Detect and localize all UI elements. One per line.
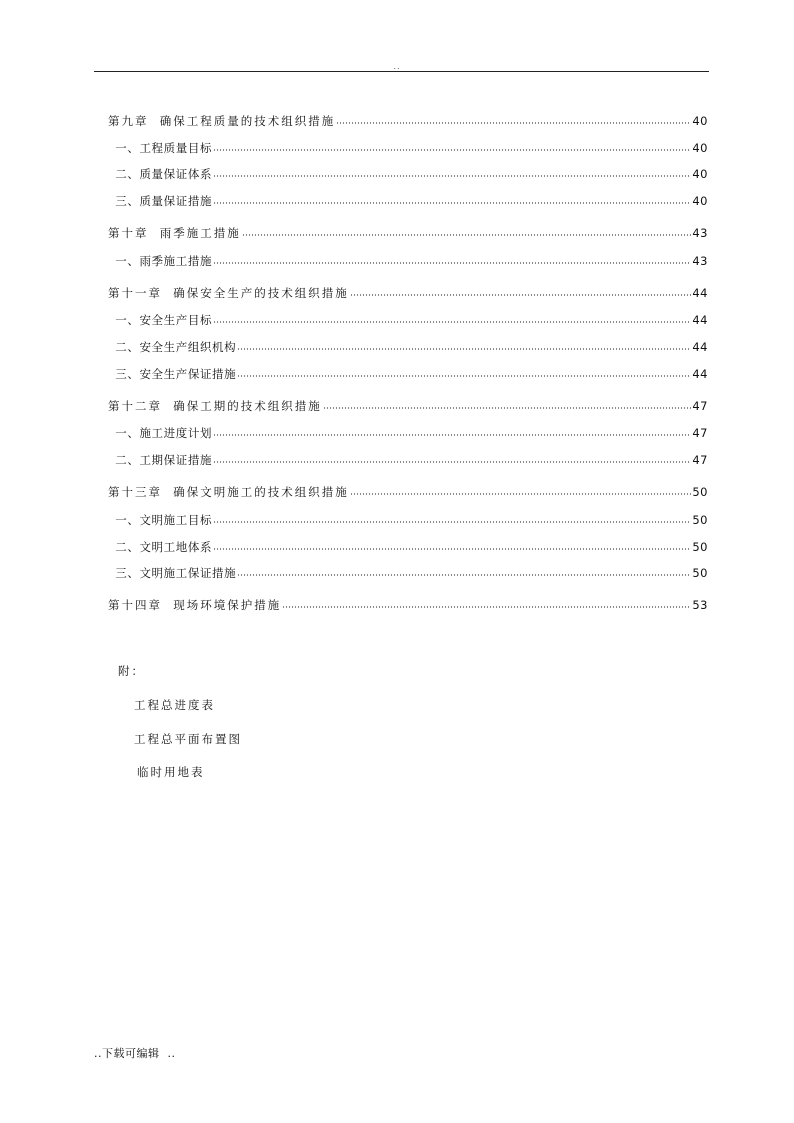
toc-dot-leader xyxy=(213,547,691,551)
toc-entry-page: 43 xyxy=(692,254,708,268)
toc-entry-page: 40 xyxy=(692,194,708,208)
toc-entry-section[interactable] xyxy=(111,507,708,527)
appendix-item: 工程总进度表 xyxy=(134,698,215,712)
toc-entry-title: 二、工期保证措施 xyxy=(111,453,213,467)
toc-dot-leader xyxy=(350,293,692,297)
toc-entry-chapter-10[interactable] xyxy=(108,220,708,240)
toc-dot-leader xyxy=(282,605,691,609)
footer-text: ..下载可编辑 .. xyxy=(94,1047,176,1060)
toc-dot-leader xyxy=(323,406,692,410)
toc-entry-page: 43 xyxy=(692,226,708,240)
toc-dot-leader xyxy=(350,492,692,496)
toc-entry-page: 44 xyxy=(692,313,708,327)
toc-entry-page: 50 xyxy=(692,540,708,554)
toc-dot-leader xyxy=(237,374,691,378)
toc-dot-leader xyxy=(213,148,691,152)
toc-entry-section[interactable] xyxy=(111,534,708,554)
appendix-item: 工程总平面布置图 xyxy=(134,732,242,746)
toc-entry-title: 一、施工进度计划 xyxy=(111,426,213,440)
toc-dot-leader xyxy=(213,201,691,205)
toc-entry-page: 44 xyxy=(692,286,708,300)
toc-entry-page: 40 xyxy=(692,167,708,181)
toc-entry-title: 第十四章 现场环境保护措施 xyxy=(108,598,282,612)
appendix-label: 附： xyxy=(118,664,145,678)
toc-dot-leader xyxy=(213,460,691,464)
toc-entry-title: 三、安全生产保证措施 xyxy=(111,367,237,381)
toc-entry-title: 一、安全生产目标 xyxy=(111,313,213,327)
toc-entry-title: 第十三章 确保文明施工的技术组织措施 xyxy=(108,485,349,499)
toc-dot-leader xyxy=(336,121,691,125)
toc-entry-section[interactable] xyxy=(111,361,708,381)
toc-entry-title: 三、质量保证措施 xyxy=(111,194,213,208)
toc-entry-chapter-14[interactable] xyxy=(108,592,708,612)
toc-entry-page: 53 xyxy=(692,598,708,612)
header-rule xyxy=(94,71,709,72)
toc-dot-leader xyxy=(213,174,691,178)
toc-entry-section[interactable] xyxy=(111,447,708,467)
toc-entry-section[interactable] xyxy=(111,307,708,327)
toc-dot-leader xyxy=(213,261,691,265)
toc-dot-leader xyxy=(237,347,691,351)
toc-entry-title: 一、文明施工目标 xyxy=(111,513,213,527)
toc-entry-title: 第十二章 确保工期的技术组织措施 xyxy=(108,399,322,413)
toc-entry-section[interactable] xyxy=(111,248,708,268)
toc-dot-leader xyxy=(213,320,691,324)
toc-entry-title: 二、文明工地体系 xyxy=(111,540,213,554)
toc-entry-chapter-11[interactable] xyxy=(108,280,708,300)
toc-entry-title: 第十一章 确保安全生产的技术组织措施 xyxy=(108,286,349,300)
toc-entry-page: 44 xyxy=(692,367,708,381)
toc-entry-page: 40 xyxy=(692,114,708,128)
toc-entry-title: 一、雨季施工措施 xyxy=(111,254,213,268)
toc-entry-chapter-12[interactable] xyxy=(108,393,708,413)
toc-entry-chapter-13[interactable] xyxy=(108,479,708,499)
toc-entry-chapter-9[interactable] xyxy=(108,108,708,128)
toc-entry-section[interactable] xyxy=(111,560,708,580)
toc-dot-leader xyxy=(242,233,692,237)
toc-entry-section[interactable] xyxy=(111,135,708,155)
toc-dot-leader xyxy=(237,573,691,577)
toc-entry-page: 47 xyxy=(692,426,708,440)
toc-entry-page: 44 xyxy=(692,340,708,354)
toc-entry-page: 47 xyxy=(692,399,708,413)
toc-entry-page: 50 xyxy=(692,485,708,499)
toc-entry-section[interactable] xyxy=(111,188,708,208)
toc-entry-page: 47 xyxy=(692,453,708,467)
toc-entry-title: 第十章 雨季施工措施 xyxy=(108,226,241,240)
toc-entry-page: 40 xyxy=(692,141,708,155)
toc-entry-section[interactable] xyxy=(111,420,708,440)
toc-entry-title: 二、质量保证体系 xyxy=(111,167,213,181)
toc-entry-title: 一、工程质量目标 xyxy=(111,141,213,155)
toc-entry-title: 二、安全生产组织机构 xyxy=(111,340,237,354)
toc-dot-leader xyxy=(213,433,691,437)
header-mark: .. xyxy=(393,62,401,71)
toc-dot-leader xyxy=(213,520,691,524)
toc-entry-title: 三、文明施工保证措施 xyxy=(111,566,237,580)
toc-entry-section[interactable] xyxy=(111,161,708,181)
toc-entry-section[interactable] xyxy=(111,334,708,354)
toc-entry-page: 50 xyxy=(692,566,708,580)
toc-entry-page: 50 xyxy=(692,513,708,527)
toc-entry-title: 第九章 确保工程质量的技术组织措施 xyxy=(108,114,336,128)
appendix-item: 临时用地表 xyxy=(137,765,205,779)
